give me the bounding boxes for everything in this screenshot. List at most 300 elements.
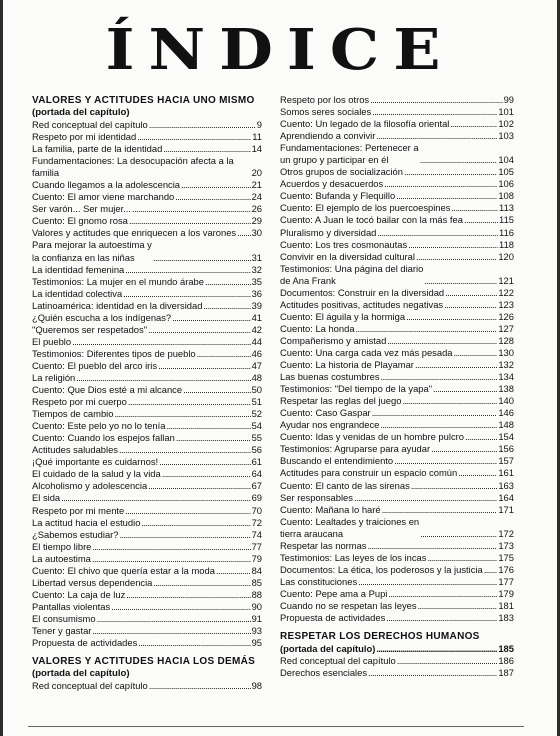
entry-title: El consumismo <box>32 612 96 624</box>
bottom-rule <box>28 726 524 727</box>
page-number: 120 <box>498 250 514 262</box>
entry-title: Para mejorar la autoestima y la confianza en las niñas <box>32 239 152 263</box>
page-number: 47 <box>251 359 262 371</box>
page-number: 164 <box>498 491 514 503</box>
entry-title: Testimonios: La mujer en el mundo árabe <box>32 275 204 287</box>
entry-title: Somos seres sociales <box>280 106 372 118</box>
dot-leader <box>111 601 250 613</box>
page-number: 161 <box>498 467 514 479</box>
page-number: 79 <box>251 552 262 564</box>
page-number: 21 <box>251 179 262 191</box>
dot-leader <box>376 130 497 142</box>
toc-entry <box>32 155 262 179</box>
page-number: 35 <box>251 275 262 287</box>
page-number: 11 <box>252 131 262 143</box>
entry-title: Ser responsables <box>280 491 353 503</box>
right-column <box>280 94 514 679</box>
page-number: 128 <box>498 334 514 346</box>
page-number: 171 <box>498 503 514 515</box>
dot-leader <box>458 467 497 479</box>
entry-title: Cuento: El ejemplo de los puercoespines <box>280 202 451 214</box>
toc-entry <box>32 119 262 131</box>
dot-leader <box>148 480 250 492</box>
toc-entry <box>32 372 262 384</box>
entry-title: Derechos esenciales <box>280 667 368 679</box>
dot-leader <box>159 456 250 468</box>
section-subheading: (portada del capítulo) <box>280 643 376 655</box>
toc-entry <box>280 612 514 624</box>
dot-leader <box>420 154 498 166</box>
entry-title: Cuento: Un legado de la filosofía oriental <box>280 118 450 130</box>
entry-title: Ayudar nos engrandece <box>280 419 380 431</box>
toc-entry <box>280 455 514 467</box>
toc-entry <box>32 444 262 456</box>
dot-leader <box>444 299 497 311</box>
entry-title: Alcoholismo y adolescencia <box>32 480 148 492</box>
dot-leader <box>119 444 251 456</box>
page-number: 138 <box>498 383 514 395</box>
page-number: 41 <box>251 311 262 323</box>
entry-title: Propuesta de actividades <box>32 637 138 649</box>
page-number: 172 <box>498 527 514 539</box>
entry-title: La identidad colectiva <box>32 287 123 299</box>
page-number: 85 <box>251 576 262 588</box>
page-number: 30 <box>251 227 262 239</box>
dot-leader <box>129 215 251 227</box>
dot-leader <box>433 383 497 395</box>
page-number: 67 <box>251 480 262 492</box>
section-heading: VALORES Y ACTITUDES HACIA UNO MISMO <box>32 95 255 106</box>
entry-title: Respeto por los otros <box>280 94 370 105</box>
toc-entry <box>32 336 262 348</box>
dot-leader <box>203 300 250 312</box>
page-number: 116 <box>499 226 514 238</box>
dot-leader <box>372 407 498 419</box>
dot-leader <box>427 552 497 564</box>
entry-title: La autoestima <box>32 552 91 564</box>
dot-leader <box>183 384 250 396</box>
toc-entry <box>280 239 514 251</box>
page-number: 157 <box>498 455 514 467</box>
toc-entry <box>280 383 514 395</box>
entry-title: Actitudes saludables <box>32 444 118 456</box>
toc-entry <box>280 190 514 202</box>
page-title: ÍNDICE <box>105 16 455 83</box>
page-number: 98 <box>251 680 262 692</box>
entry-title: Red conceptual del capítulo <box>280 655 396 667</box>
section-heading: VALORES Y ACTITUDES HACIA LOS DEMÁS <box>32 656 256 668</box>
page-number: 118 <box>499 238 514 250</box>
page-number: 20 <box>251 167 262 179</box>
dot-leader <box>158 360 250 372</box>
dot-leader <box>237 227 250 239</box>
entry-title: "Queremos ser respetados" <box>32 323 148 335</box>
page-number: 31 <box>251 251 262 263</box>
toc-entry <box>32 179 262 191</box>
dot-leader <box>450 118 497 130</box>
toc-entry <box>32 203 262 215</box>
toc-entry <box>32 312 262 324</box>
toc-entry <box>280 214 514 226</box>
dot-leader <box>380 419 497 431</box>
entry-title: Cuento: Una carga cada vez más pesada <box>280 346 453 358</box>
toc-entry <box>32 492 262 504</box>
toc-entry <box>32 420 262 432</box>
entry-title: Documentos: La ética, los poderosos y la justicia <box>280 563 483 575</box>
page-number: 175 <box>498 551 514 563</box>
page-number: 104 <box>498 154 514 166</box>
section-heading: RESPETAR LOS DERECHOS HUMANOS <box>280 631 480 643</box>
entry-title: Compañerismo y amistad <box>280 334 387 346</box>
page-number: 105 <box>498 166 514 178</box>
page-number: 130 <box>498 346 514 358</box>
entry-title: Libertad versus dependencia <box>32 576 153 588</box>
dot-leader <box>484 564 498 576</box>
page-number: 90 <box>251 600 262 612</box>
page-number: 121 <box>498 274 514 286</box>
dot-leader <box>141 517 250 529</box>
entry-title: Actitudes positivas, actitudes negativas <box>280 298 444 310</box>
page-number: 95 <box>251 637 262 649</box>
page-number: 54 <box>251 420 262 432</box>
toc-entry <box>280 600 514 612</box>
page-number: 106 <box>498 178 514 190</box>
dot-leader <box>397 655 498 667</box>
entry-title: La actitud hacia el estudio <box>32 516 141 528</box>
entry-title: Buscando el entendimiento <box>280 455 394 467</box>
page-number: 64 <box>251 468 262 480</box>
page-number: 32 <box>251 263 262 275</box>
entry-title: Fundamentaciones: Pertenecer a un grupo y participar en él <box>280 142 419 166</box>
dot-leader <box>153 252 251 264</box>
page-number: 187 <box>498 667 514 679</box>
entry-title: Cuento: Idas y venidas de un hombre pulcro <box>280 431 464 443</box>
toc-entry <box>280 202 514 214</box>
entry-title: Testimonios: Diferentes tipos de pueblo <box>32 347 196 359</box>
toc-entry <box>280 395 514 407</box>
entry-title: El sida <box>32 492 61 504</box>
toc-entry <box>32 324 262 336</box>
toc-entry <box>32 613 262 625</box>
dot-leader <box>372 106 497 118</box>
toc-entry <box>32 215 262 227</box>
toc-entry <box>280 467 514 479</box>
dot-leader <box>61 492 250 504</box>
toc-entry <box>280 564 514 576</box>
dot-leader <box>120 529 251 541</box>
toc-entry <box>280 166 514 178</box>
dot-leader <box>402 395 497 407</box>
entry-title: ¡Qué importante es cuidarnos! <box>32 456 159 468</box>
toc-entry <box>32 553 262 565</box>
page-number: 55 <box>251 432 262 444</box>
toc-entry <box>280 178 514 190</box>
toc-entry <box>280 130 514 142</box>
dot-leader <box>368 667 497 679</box>
entry-title: Respeto por mi mente <box>32 504 125 516</box>
page-number: 177 <box>498 575 514 587</box>
dot-leader <box>376 643 497 655</box>
toc-entry <box>32 276 262 288</box>
page-number: 101 <box>498 106 514 118</box>
dot-leader <box>92 625 250 637</box>
entry-title: Cuando llegamos a la adolescencia <box>32 179 181 191</box>
entry-title: Red conceptual del capítulo <box>32 119 148 130</box>
left-column <box>32 94 262 692</box>
dot-leader <box>97 613 251 625</box>
dot-leader <box>162 468 251 480</box>
dot-leader <box>386 612 497 624</box>
toc-entry <box>32 432 262 444</box>
toc-entry <box>32 625 262 637</box>
page-number: 154 <box>498 431 514 443</box>
dot-leader <box>358 576 497 588</box>
toc-entry <box>280 504 514 516</box>
page-number: 70 <box>251 504 262 516</box>
page-number: 46 <box>251 347 262 359</box>
page-number: 156 <box>498 443 514 455</box>
entry-title: ¿Sabemos estudiar? <box>32 528 119 540</box>
dot-leader <box>125 505 250 517</box>
entry-title: Cuento: Los tres cosmonautas <box>280 238 408 250</box>
entry-title: Propuesta de actividades <box>280 612 386 624</box>
entry-title: Testimonios: Las leyes de los incas <box>280 551 427 563</box>
toc-entry <box>32 577 262 589</box>
toc-entry <box>32 541 262 553</box>
dot-leader <box>172 312 250 324</box>
toc-entry <box>280 251 514 263</box>
dot-leader <box>420 528 497 540</box>
toc-entry <box>32 680 262 692</box>
toc-entry <box>32 637 262 649</box>
dot-leader <box>384 178 497 190</box>
toc-entry <box>280 576 514 588</box>
toc-entry <box>32 468 262 480</box>
toc-entry <box>280 227 514 239</box>
dot-leader <box>408 239 498 251</box>
toc-entry <box>32 239 262 263</box>
page-number: 185 <box>498 643 514 655</box>
toc-entry <box>32 288 262 300</box>
dot-leader <box>411 480 498 492</box>
dot-leader <box>465 431 497 443</box>
entry-title: Convivir en la diversidad cultural <box>280 250 415 262</box>
entry-title: Cuento: Caso Gaspar <box>280 407 371 419</box>
dot-leader <box>175 191 250 203</box>
scan-left-edge <box>0 0 3 736</box>
dot-leader <box>163 143 250 155</box>
page-number: 99 <box>503 94 514 105</box>
entry-title: Cuando no se respetan las leyes <box>280 599 417 611</box>
toc-entry <box>280 287 514 299</box>
dot-leader <box>125 264 250 276</box>
dot-leader <box>114 408 250 420</box>
toc-entry <box>32 408 262 420</box>
toc-entry <box>280 419 514 431</box>
section-subheading: (portada del capítulo) <box>32 107 130 118</box>
toc-entry <box>280 323 514 335</box>
entry-title: Respetar las normas <box>280 539 367 551</box>
entry-title: El pueblo <box>32 335 72 347</box>
entry-title: Pluralismo y diversidad <box>280 226 377 238</box>
page-number: 132 <box>498 359 514 371</box>
entry-title: Cuento: Pepe ama a Pupi <box>280 587 388 599</box>
dot-leader <box>149 680 251 692</box>
entry-title: Pantallas violentas <box>32 600 111 612</box>
toc-entry <box>32 384 262 396</box>
page-number: 56 <box>251 444 262 456</box>
toc-entry <box>32 480 262 492</box>
entry-title: El cuidado de la salud y la vida <box>32 468 161 480</box>
entry-title: Cuento: El gnomo rosa <box>32 215 128 227</box>
dot-leader <box>451 202 498 214</box>
page-number: 93 <box>251 624 262 636</box>
toc-entry <box>32 264 262 276</box>
entry-title: Las constituciones <box>280 575 358 587</box>
entry-title: Cuento: Cuando los espejos fallan <box>32 432 175 444</box>
page-number: 115 <box>499 214 514 226</box>
toc-entry <box>280 492 514 504</box>
dot-leader <box>396 190 497 202</box>
entry-title: El tiempo libre <box>32 540 92 552</box>
dot-leader <box>354 492 497 504</box>
toc-entry <box>32 529 262 541</box>
dot-leader <box>76 372 250 384</box>
dot-leader <box>377 227 498 239</box>
toc-entry <box>280 655 514 667</box>
toc-entry <box>280 516 514 540</box>
entry-title: Las buenas costumbres <box>280 371 380 383</box>
toc-entry <box>280 407 514 419</box>
dot-leader <box>72 336 250 348</box>
dot-leader <box>137 131 251 143</box>
toc-entry <box>32 396 262 408</box>
entry-title: Testimonios: "Del tiempo de la yapa" <box>280 383 433 395</box>
entry-title: La identidad femenina <box>32 263 125 275</box>
page-number: 148 <box>498 419 514 431</box>
dot-leader <box>181 179 251 191</box>
toc-entry <box>32 517 262 529</box>
page-number: 102 <box>498 118 514 130</box>
dot-leader <box>92 541 250 553</box>
dot-leader <box>406 311 497 323</box>
entry-title: Cuento: El chivo que quería estar a la moda <box>32 564 215 576</box>
dot-leader <box>370 94 502 106</box>
page-number: 113 <box>499 202 514 214</box>
page-number: 123 <box>498 298 514 310</box>
dot-leader <box>166 420 250 432</box>
page-number: 122 <box>498 286 514 298</box>
entry-title: Otros grupos de socialización <box>280 166 403 178</box>
dot-leader <box>404 166 497 178</box>
toc-entry <box>280 94 514 106</box>
toc-entry <box>280 371 514 383</box>
toc-entry <box>280 443 514 455</box>
entry-title: Cuento: El canto de las sirenas <box>280 479 410 491</box>
entry-title: Actitudes para construir un espacio común <box>280 467 458 479</box>
dot-leader <box>464 214 498 226</box>
page-number: 103 <box>498 130 514 142</box>
page-number: 134 <box>498 371 514 383</box>
entry-title: Testimonios: Agruparse para ayudar <box>280 443 431 455</box>
entry-title: Cuento: El águila y la hormiga <box>280 310 406 322</box>
page-number: 61 <box>251 456 262 468</box>
entry-title: Fundamentaciones: La desocupación afecta a la familia <box>32 155 234 179</box>
entry-title: Cuento: La honda <box>280 322 355 334</box>
dot-leader <box>415 359 497 371</box>
dot-leader <box>123 288 250 300</box>
entry-title: Acuerdos y desacuerdos <box>280 178 384 190</box>
toc-entry <box>280 299 514 311</box>
toc-entry <box>32 360 262 372</box>
page-number: 140 <box>498 395 514 407</box>
entry-title: Latinoamérica: identidad en la diversidad <box>32 299 203 311</box>
entry-title: Cuento: El pueblo del arco iris <box>32 359 158 371</box>
page-number: 51 <box>251 396 262 408</box>
dot-leader <box>92 553 251 565</box>
dot-leader <box>205 276 251 288</box>
entry-title: Cuento: Lealtades y traiciones en tierra araucana <box>280 515 420 539</box>
page-number: 26 <box>251 203 262 215</box>
section-subheading-row <box>280 643 514 655</box>
dot-leader <box>394 455 497 467</box>
page-number: 48 <box>251 371 262 383</box>
entry-title: Cuento: Bufanda y Flequillo <box>280 190 396 202</box>
page-number: 163 <box>498 479 514 491</box>
toc-entry <box>280 359 514 371</box>
toc-entry <box>280 480 514 492</box>
dot-leader <box>454 347 498 359</box>
entry-title: Respeto por mi identidad <box>32 131 137 143</box>
dot-leader <box>368 540 498 552</box>
toc-entry <box>32 505 262 517</box>
page-number: 14 <box>251 143 262 155</box>
entry-title: Respeto por mi cuerpo <box>32 396 127 408</box>
toc-entry <box>280 106 514 118</box>
entry-title: Cuento: Mañana lo haré <box>280 503 381 515</box>
entry-title: Testimonios: Una página del diario de Ana Frank <box>280 262 424 286</box>
entry-title: Tener y gastar <box>32 624 92 636</box>
entry-title: Documentos: Construir en la diversidad <box>280 286 445 298</box>
entry-title: Cuento: La historia de Playamar <box>280 359 414 371</box>
dot-leader <box>387 335 497 347</box>
page-number: 36 <box>251 287 262 299</box>
toc-entry <box>32 131 262 143</box>
toc-entry <box>280 552 514 564</box>
dot-leader <box>126 589 250 601</box>
toc-entry <box>32 191 262 203</box>
toc-entry <box>32 589 262 601</box>
page-number: 52 <box>251 408 262 420</box>
dot-leader <box>431 443 497 455</box>
page-number: 74 <box>251 528 262 540</box>
dot-leader <box>216 565 251 577</box>
toc-entry <box>280 263 514 287</box>
page-number: 183 <box>498 612 514 624</box>
entry-title: ¿Quién escucha a los indígenas? <box>32 311 172 323</box>
page-number: 42 <box>251 323 262 335</box>
toc-entry <box>280 540 514 552</box>
dot-leader <box>388 588 497 600</box>
dot-leader <box>356 323 498 335</box>
entry-title: Ser varón... Ser mujer... <box>32 203 131 215</box>
toc-entry <box>32 456 262 468</box>
dot-leader <box>138 637 250 649</box>
dot-leader <box>445 287 497 299</box>
entry-title: Cuento: El amor viene marchando <box>32 191 175 203</box>
page-number: 181 <box>498 599 514 611</box>
toc-entry <box>280 142 514 166</box>
